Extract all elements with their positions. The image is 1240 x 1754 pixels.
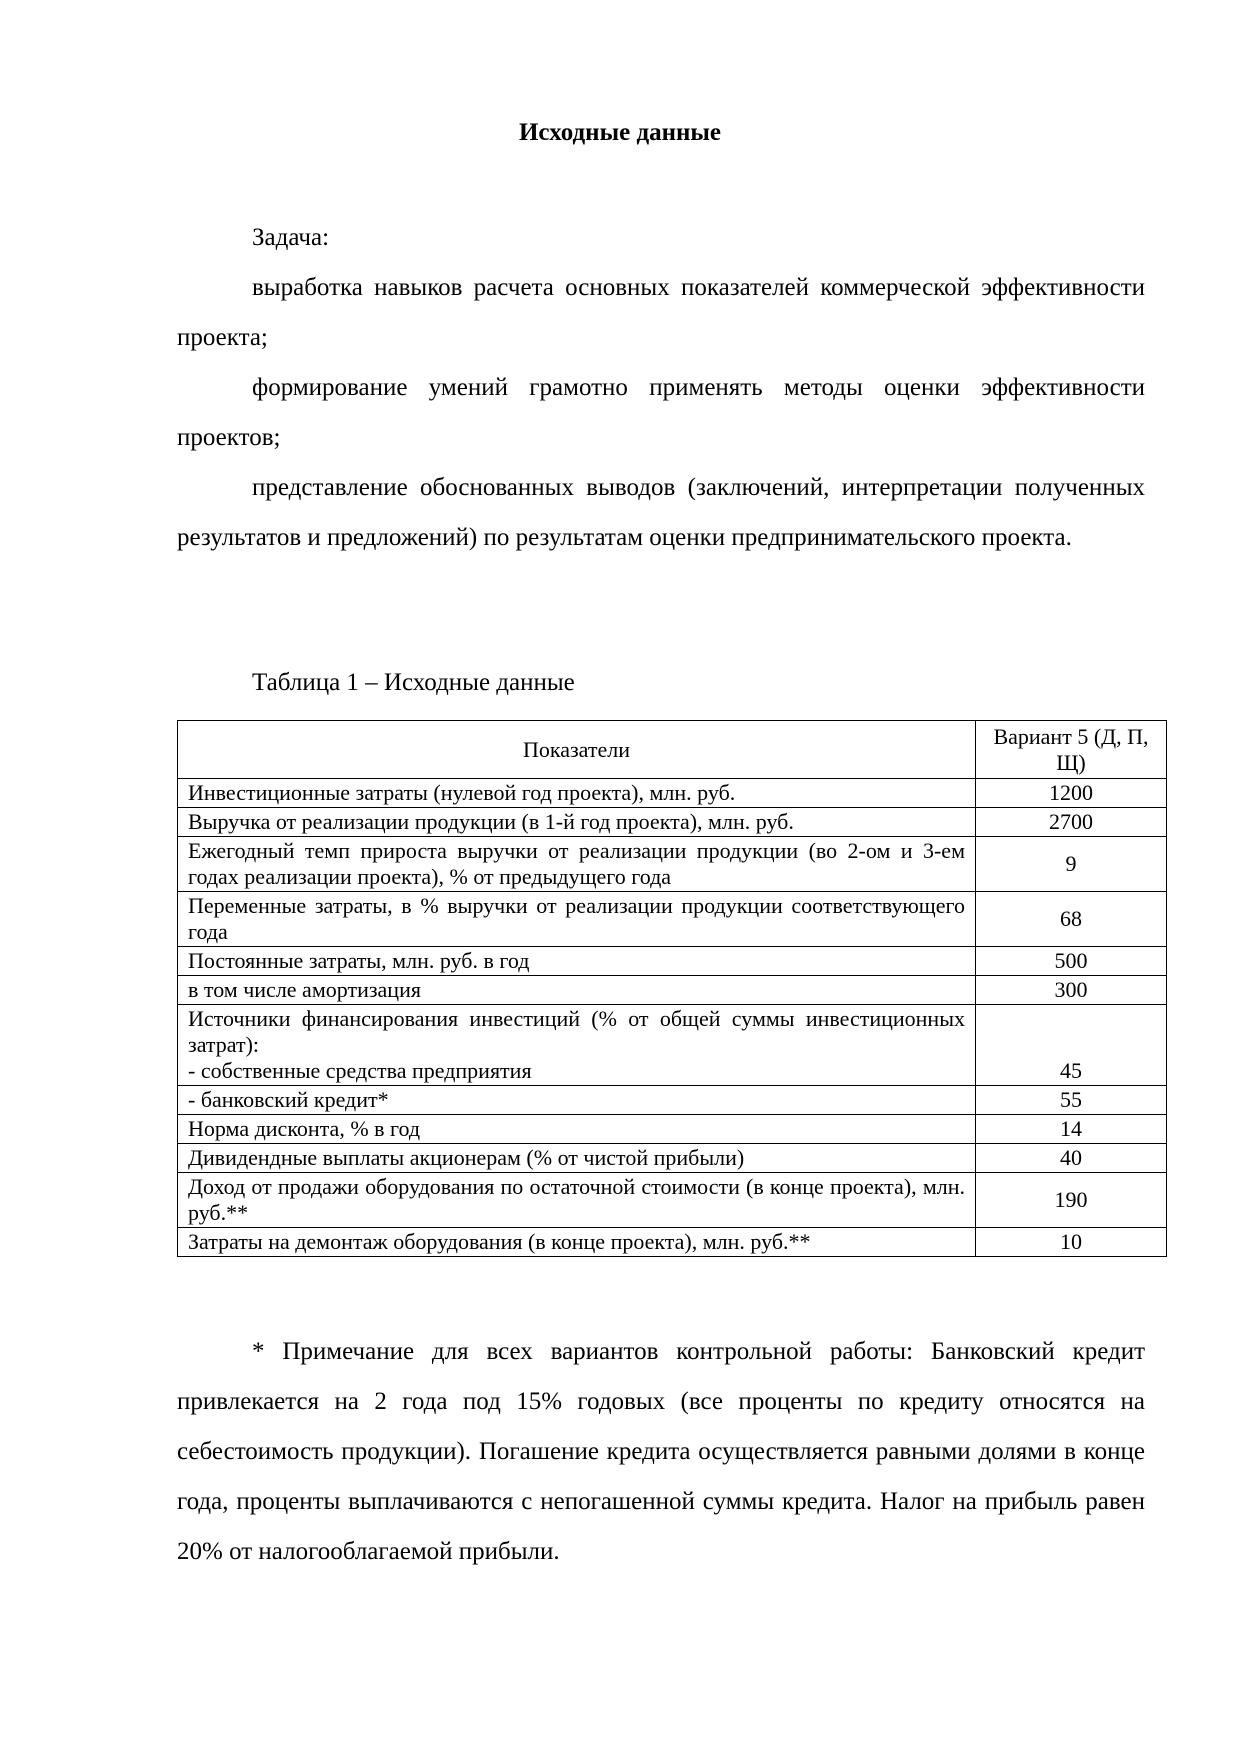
footnote [177, 1327, 1145, 1577]
row-value: 300 [976, 976, 1167, 1005]
source-data-table [177, 720, 1167, 1257]
row-value: 55 [976, 1086, 1167, 1115]
table-row [178, 976, 1167, 1005]
row-value: 10 [976, 1228, 1167, 1257]
row-value: 190 [976, 1173, 1167, 1228]
row-value: 2700 [976, 808, 1167, 837]
row-name-multi [178, 1005, 976, 1086]
task-item-3: представление обоснованных выводов (заключений, интерпретации полученных результатов и предложений) по результатам оценки предпринимательского проекта. [177, 474, 1145, 551]
header-indicators: Показатели [178, 721, 976, 779]
row-name: Дивидендные выплаты акционерам (% от чистой прибыли) [178, 1144, 976, 1173]
table-row [178, 947, 1167, 976]
row-value: 9 [976, 837, 1167, 892]
table-row [178, 808, 1167, 837]
row-name: Переменные затраты, в % выручки от реализации продукции соответствующего года [178, 892, 976, 947]
table-row [178, 1005, 1167, 1086]
row-value: 14 [976, 1115, 1167, 1144]
task-item-2: формирование умений грамотно применять методы оценки эффективности проектов; [177, 374, 1145, 451]
header-variant: Вариант 5 (Д, П, Щ) [976, 721, 1167, 779]
row-subname: - собственные средства предприятия [188, 1058, 532, 1083]
row-value: 1200 [976, 779, 1167, 808]
task-label: Задача: [252, 224, 330, 251]
row-name: Источники финансирования инвестиций (% от общей суммы инвестиционных затрат): [188, 1006, 965, 1057]
task-item-1: выработка навыков расчета основных показателей коммерческой эффективности проекта; [177, 274, 1145, 351]
row-value: 68 [976, 892, 1167, 947]
row-value: 45 [976, 1005, 1167, 1086]
table-row [178, 892, 1167, 947]
row-name: - банковский кредит* [178, 1086, 976, 1115]
table-row [178, 779, 1167, 808]
row-value: 40 [976, 1144, 1167, 1173]
table-row [178, 1228, 1167, 1257]
footnote-text: * Примечание для всех вариантов контрольной работы: Банковский кредит привлекается на 2 года под 15% годовых (все проценты по кредиту относятся на себестоимость продукции). Погашение кредита осуществляется равными долями в конце года, проценты выплачиваются с непогашенной суммы кредита. Налог на прибыль равен 20% от налогооблагаемой прибыли. [177, 1338, 1145, 1565]
table-row [178, 1173, 1167, 1228]
row-name: Постоянные затраты, млн. руб. в год [178, 947, 976, 976]
table-row [178, 1144, 1167, 1173]
row-name: Норма дисконта, % в год [178, 1115, 976, 1144]
table-caption: Таблица 1 – Исходные данные [252, 669, 575, 696]
table-header-row [178, 721, 1167, 779]
row-name: в том числе амортизация [178, 976, 976, 1005]
row-name: Доход от продажи оборудования по остаточной стоимости (в конце проекта), млн. руб.** [178, 1173, 976, 1228]
row-name: Выручка от реализации продукции (в 1-й год проекта), млн. руб. [178, 808, 976, 837]
table-row [178, 837, 1167, 892]
row-name: Затраты на демонтаж оборудования (в конце проекта), млн. руб.** [178, 1228, 976, 1257]
table-row [178, 1086, 1167, 1115]
row-name: Инвестиционные затраты (нулевой год проекта), млн. руб. [178, 779, 976, 808]
task-section [177, 213, 1145, 563]
row-name: Ежегодный темп прироста выручки от реализации продукции (во 2-ом и 3-ем годах реализации проекта), % от предыдущего года [178, 837, 976, 892]
table-row [178, 1115, 1167, 1144]
page-title: Исходные данные [518, 119, 722, 146]
row-value: 500 [976, 947, 1167, 976]
